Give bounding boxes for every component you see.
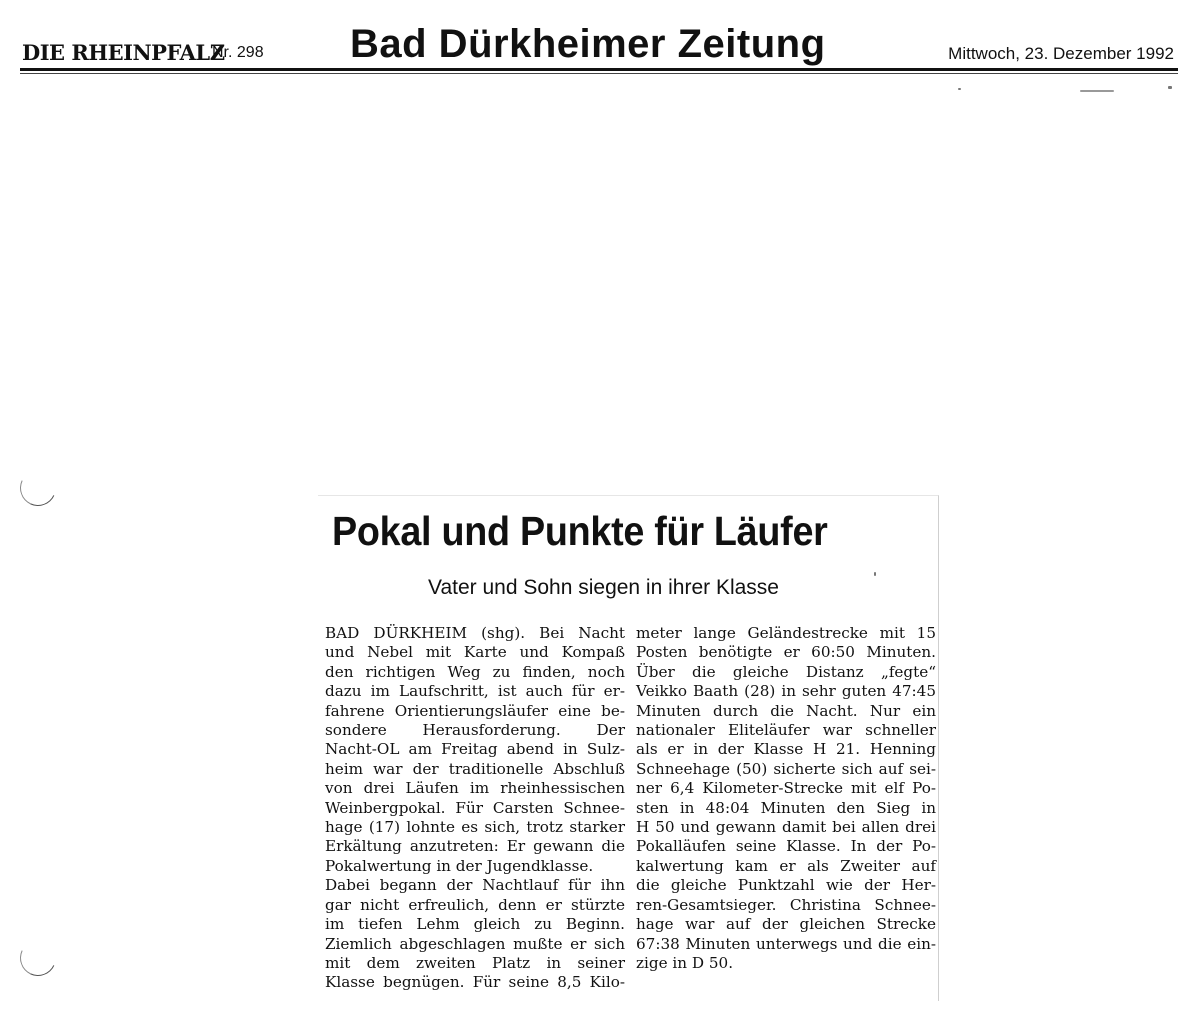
text-line: Erkältung anzutreten: Er gewann die: [325, 837, 625, 856]
scan-speck: [958, 88, 961, 90]
text-line: Ziemlich abgeschlagen mußte er sich: [325, 934, 625, 953]
article-column-right: [636, 624, 936, 973]
text-line: die gleiche Punktzahl wie der Her-: [636, 876, 936, 895]
newspaper-name: DIE RHEINPFALZ: [22, 40, 225, 65]
text-line: Pokalwertung in der Jugendklasse.: [325, 856, 594, 875]
article-subheadline: Vater und Sohn siegen in ihrer Klasse: [428, 576, 779, 599]
punch-hole-mark: [15, 935, 61, 981]
text-line: Veikko Baath (28) in sehr guten 47:45: [636, 682, 936, 701]
text-line: und Nebel mit Karte und Kompaß: [325, 643, 625, 662]
scan-speck: [1168, 86, 1172, 89]
text-line: Posten benötigte er 60:50 Minuten.: [636, 643, 936, 662]
text-line: hage (17) lohnte es sich, trotz starker: [325, 818, 625, 837]
text-line: kalwertung kam er als Zweiter auf: [636, 856, 936, 875]
text-line: sten in 48:04 Minuten den Sieg in: [636, 798, 936, 817]
masthead: [0, 0, 1200, 80]
text-line: ren-Gesamtsieger. Christina Schnee-: [636, 895, 936, 914]
text-line: H 50 und gewann damit bei allen drei: [636, 818, 936, 837]
text-line: dazu im Laufschritt, ist auch für er-: [325, 682, 625, 701]
issue-number: Nr. 298: [212, 44, 264, 61]
text-line: im tiefen Lehm gleich zu Beginn.: [325, 915, 625, 934]
text-line: 67:38 Minuten unterwegs und die ein-: [636, 934, 936, 953]
masthead-rule: [20, 68, 1178, 71]
text-line: Weinbergpokal. Für Carsten Schnee-: [325, 798, 625, 817]
text-line: BAD DÜRKHEIM (shg). Bei Nacht: [325, 624, 625, 642]
publication-date: Mittwoch, 23. Dezember 1992: [948, 44, 1174, 63]
punch-hole-mark: [15, 465, 61, 511]
local-edition-title: Bad Dürkheimer Zeitung: [350, 22, 826, 66]
text-line: fahrene Orientierungsläufer eine be-: [325, 701, 625, 720]
text-line: Klasse begnügen. Für seine 8,5 Kilo-: [325, 973, 625, 992]
text-line: als er in der Klasse H 21. Henning: [636, 740, 936, 759]
text-line: mit dem zweiten Platz in seiner: [325, 953, 625, 972]
text-line: Nacht-OL am Freitag abend in Sulz-: [325, 740, 625, 759]
text-line: meter lange Geländestrecke mit 15: [636, 624, 936, 642]
text-line: Pokalläufen seine Klasse. In der Po-: [636, 837, 936, 856]
text-line: Schneehage (50) sicherte sich auf sei-: [636, 759, 936, 778]
scan-speck: [1080, 90, 1114, 92]
text-line: heim war der traditionelle Abschluß: [325, 759, 625, 778]
article-headline: Pokal und Punkte für Läufer: [332, 508, 828, 554]
text-line: den richtigen Weg zu finden, noch: [325, 662, 625, 681]
text-line: Dabei begann der Nachtlauf für ihn: [325, 876, 625, 895]
masthead-rule-thin: [20, 73, 1178, 74]
text-line: sondere Herausforderung. Der: [325, 721, 625, 740]
text-line: zige in D 50.: [636, 953, 734, 972]
text-line: nationaler Eliteläufer war schneller: [636, 721, 936, 740]
text-line: gar nicht erfreulich, denn er stürzte: [325, 895, 625, 914]
text-line: Über die gleiche Distanz „fegte“: [636, 662, 936, 681]
text-line: Minuten durch die Nacht. Nur ein: [636, 701, 936, 720]
text-line: ner 6,4 Kilometer-Strecke mit elf Po-: [636, 779, 936, 798]
article-column-left: [325, 624, 625, 993]
text-line: von drei Läufen im rheinhessischen: [325, 779, 625, 798]
text-line: hage war auf der gleichen Strecke: [636, 915, 936, 934]
